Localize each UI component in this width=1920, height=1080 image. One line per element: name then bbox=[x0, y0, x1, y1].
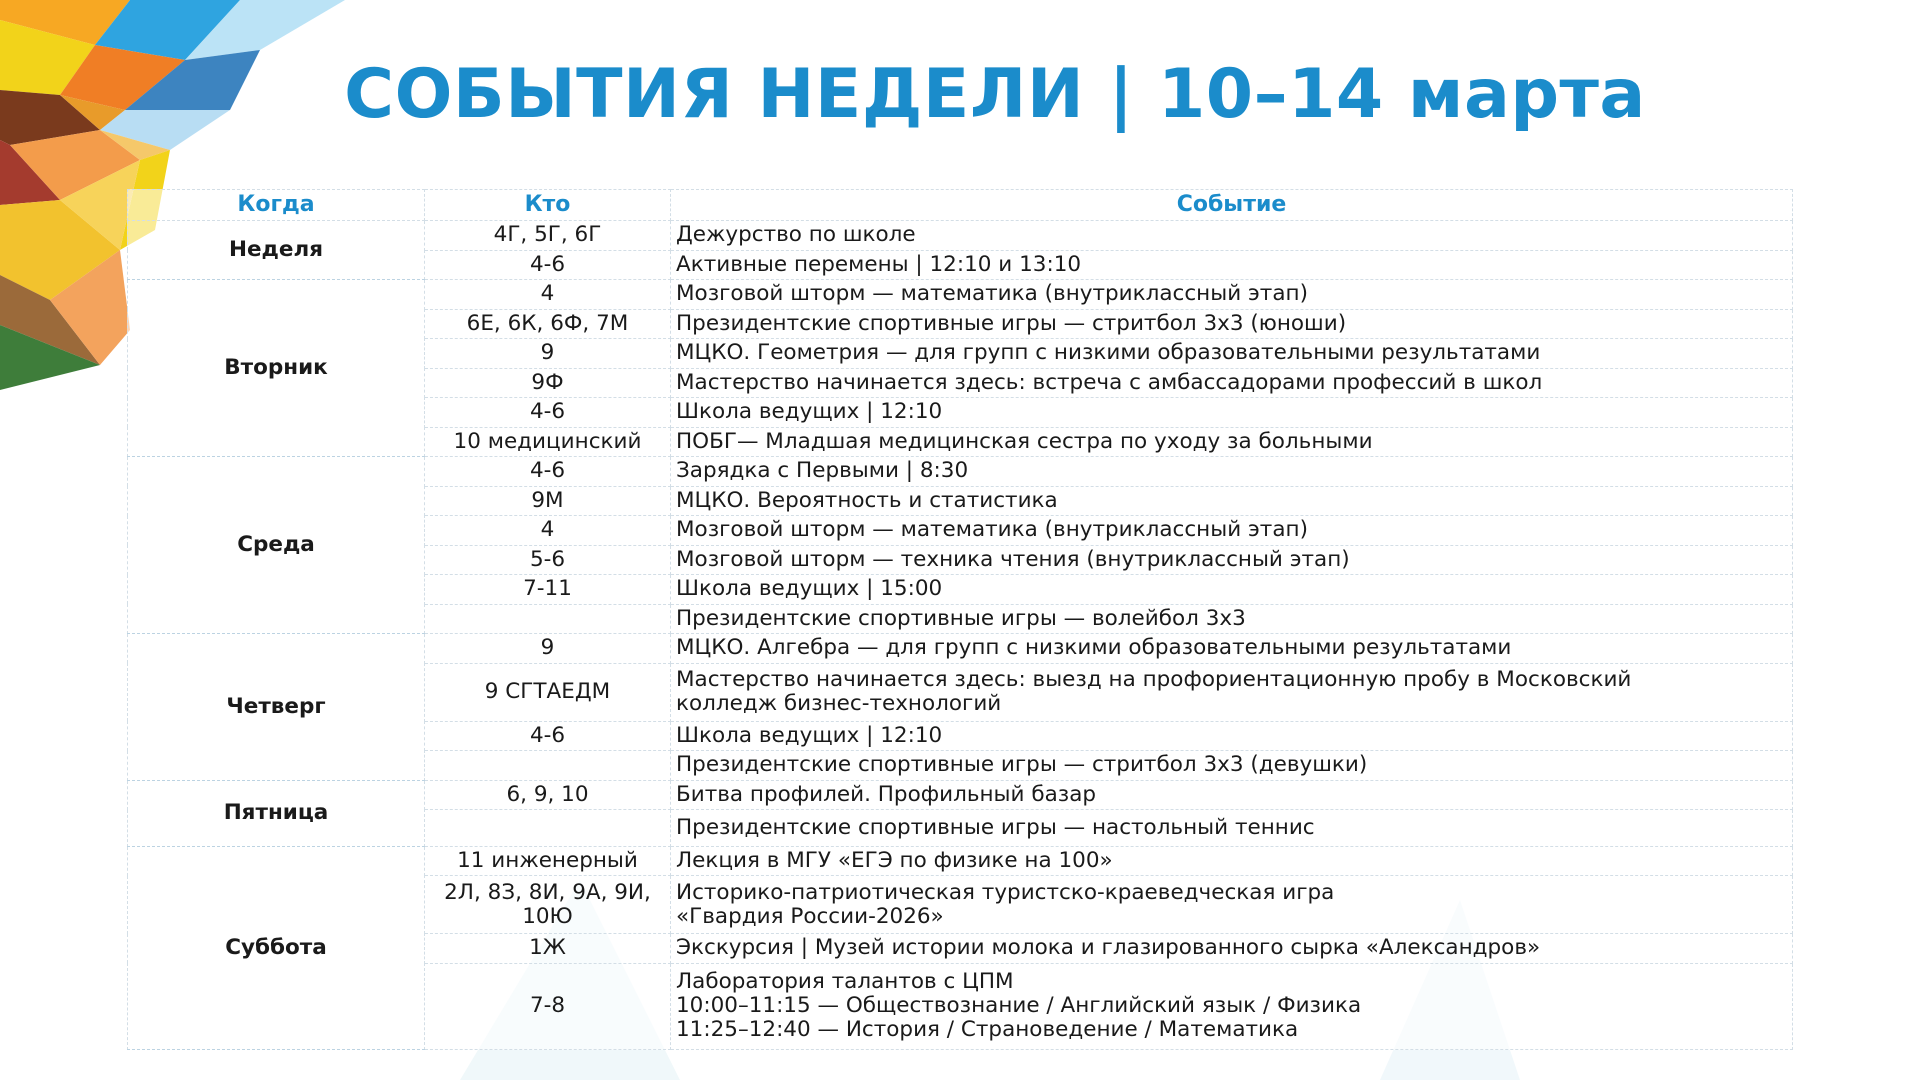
day-cell: Неделя bbox=[128, 221, 425, 280]
event-cell: Историко-патриотическая туристско-краеведческая игра «Гвардия России-2026» bbox=[671, 876, 1793, 934]
event-cell: Дежурство по школе bbox=[671, 221, 1793, 251]
event-cell: МЦКО. Алгебра — для групп с низкими образовательными результатами bbox=[671, 634, 1793, 664]
event-cell: Битва профилей. Профильный базар bbox=[671, 780, 1793, 810]
event-cell: Президентские спортивные игры — стритбол 3х3 (юноши) bbox=[671, 309, 1793, 339]
table-row bbox=[128, 221, 1793, 251]
events-table bbox=[127, 189, 1792, 1050]
who-cell: 9 СГТАЕДМ bbox=[425, 663, 671, 721]
table-row bbox=[128, 457, 1793, 487]
table-header-row bbox=[128, 190, 1793, 221]
table-row bbox=[128, 634, 1793, 664]
event-cell: Президентские спортивные игры — настольный теннис bbox=[671, 810, 1793, 847]
event-cell: Школа ведущих | 12:10 bbox=[671, 398, 1793, 428]
who-cell: 1Ж bbox=[425, 934, 671, 964]
who-cell bbox=[425, 810, 671, 847]
who-cell: 4-6 bbox=[425, 250, 671, 280]
event-cell: Школа ведущих | 12:10 bbox=[671, 721, 1793, 751]
event-cell: Мозговой шторм — математика (внутриклассный этап) bbox=[671, 280, 1793, 310]
who-cell: 6Е, 6К, 6Ф, 7М bbox=[425, 309, 671, 339]
who-cell: 4 bbox=[425, 280, 671, 310]
table-row bbox=[128, 846, 1793, 876]
who-cell: 4-6 bbox=[425, 398, 671, 428]
who-cell: 7-11 bbox=[425, 575, 671, 605]
event-cell: Активные перемены | 12:10 и 13:10 bbox=[671, 250, 1793, 280]
who-cell: 9 bbox=[425, 339, 671, 369]
who-cell: 9Ф bbox=[425, 368, 671, 398]
day-cell: Пятница bbox=[128, 780, 425, 846]
who-cell: 4 bbox=[425, 516, 671, 546]
event-cell: ПОБГ— Младшая медицинская сестра по уходу за больными bbox=[671, 427, 1793, 457]
who-cell: 4-6 bbox=[425, 457, 671, 487]
who-cell: 2Л, 8З, 8И, 9А, 9И, 10Ю bbox=[425, 876, 671, 934]
day-cell: Четверг bbox=[128, 634, 425, 780]
event-cell: Мастерство начинается здесь: встреча с амбассадорами профессий в школ bbox=[671, 368, 1793, 398]
event-cell: Мозговой шторм — техника чтения (внутриклассный этап) bbox=[671, 545, 1793, 575]
who-cell bbox=[425, 604, 671, 634]
page-title: СОБЫТИЯ НЕДЕЛИ | 10–14 марта bbox=[344, 55, 1646, 134]
event-cell: Президентские спортивные игры — волейбол 3х3 bbox=[671, 604, 1793, 634]
event-cell: Школа ведущих | 15:00 bbox=[671, 575, 1793, 605]
event-cell: Мастерство начинается здесь: выезд на профориентационную пробу в Московский колледж бизнес-технологий bbox=[671, 663, 1793, 721]
event-cell: МЦКО. Вероятность и статистика bbox=[671, 486, 1793, 516]
who-cell: 7-8 bbox=[425, 963, 671, 1049]
who-cell: 6, 9, 10 bbox=[425, 780, 671, 810]
day-cell: Среда bbox=[128, 457, 425, 634]
event-cell: Лаборатория талантов с ЦПМ 10:00–11:15 — Обществознание / Английский язык / Физика 11:25–12:40 — История / Страноведение / Математика bbox=[671, 963, 1793, 1049]
day-cell: Суббота bbox=[128, 846, 425, 1049]
event-cell: Мозговой шторм — математика (внутриклассный этап) bbox=[671, 516, 1793, 546]
who-cell: 11 инженерный bbox=[425, 846, 671, 876]
who-cell: 10 медицинский bbox=[425, 427, 671, 457]
event-cell: Лекция в МГУ «ЕГЭ по физике на 100» bbox=[671, 846, 1793, 876]
table-row bbox=[128, 780, 1793, 810]
header-event: Событие bbox=[671, 190, 1793, 221]
event-cell: Зарядка с Первыми | 8:30 bbox=[671, 457, 1793, 487]
header-when: Когда bbox=[128, 190, 425, 221]
who-cell: 9 bbox=[425, 634, 671, 664]
who-cell: 4-6 bbox=[425, 721, 671, 751]
header-who: Кто bbox=[425, 190, 671, 221]
who-cell: 5-6 bbox=[425, 545, 671, 575]
event-cell: Экскурсия | Музей истории молока и глазированного сырка «Александров» bbox=[671, 934, 1793, 964]
who-cell: 9М bbox=[425, 486, 671, 516]
who-cell: 4Г, 5Г, 6Г bbox=[425, 221, 671, 251]
table-row bbox=[128, 280, 1793, 310]
day-cell: Вторник bbox=[128, 280, 425, 457]
event-cell: Президентские спортивные игры — стритбол 3х3 (девушки) bbox=[671, 751, 1793, 781]
event-cell: МЦКО. Геометрия — для групп с низкими образовательными результатами bbox=[671, 339, 1793, 369]
who-cell bbox=[425, 751, 671, 781]
